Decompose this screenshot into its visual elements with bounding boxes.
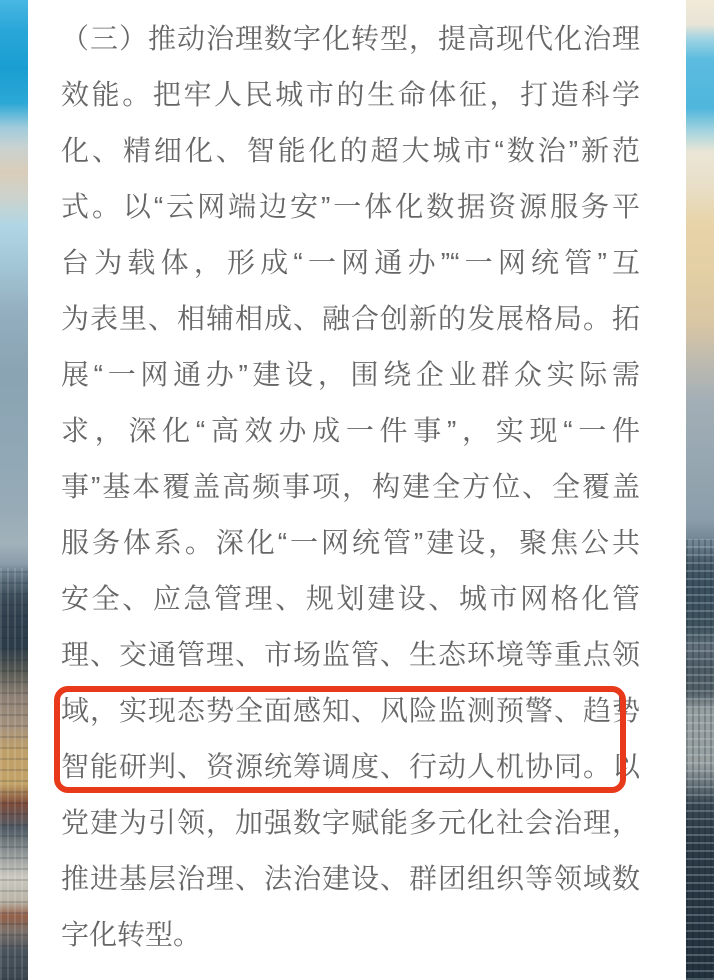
text-line: 展“一网通办”建设，围绕企业群众实际需 [61, 359, 640, 390]
text-line-highlighted: 域，实现态势全面感知、风险监测预警、趋势 [61, 695, 640, 726]
text-line: 推进基层治理、法治建设、群团组织等领域数 [61, 863, 640, 894]
text-line: 党建为引领，加强数字赋能多元化社会治理， [61, 807, 640, 838]
background-photo-left [0, 0, 28, 980]
text-line: 字化转型。 [61, 919, 202, 950]
text-line: 理、交通管理、市场监管、生态环境等重点领 [61, 639, 640, 670]
article-panel [28, 0, 686, 980]
text-line: 求，深化“高效办成一件事”，实现“一件 [61, 415, 640, 446]
text-line: 台为载体，形成“一网通办”“一网统管”互 [61, 247, 640, 278]
text-line: 安全、应急管理、规划建设、城市网格化管 [61, 583, 640, 614]
text-line: 事”基本覆盖高频事项，构建全方位、全覆盖 [61, 471, 640, 502]
text-line: 为表里、相辅相成、融合创新的发展格局。拓 [61, 303, 640, 334]
text-line: 化、精细化、智能化的超大城市“数治”新范 [61, 135, 640, 166]
text-line: （三）推动治理数字化转型，提高现代化治理 [61, 23, 640, 54]
text-line: 式。以“云网端边安”一体化数据资源服务平 [61, 191, 640, 222]
background-photo-right [686, 0, 714, 980]
text-line: 效能。把牢人民城市的生命体征，打造科学 [61, 79, 640, 110]
text-line-highlighted: 智能研判、资源统筹调度、行动人机协同。以 [61, 751, 640, 782]
text-line: 服务体系。深化“一网统管”建设，聚焦公共 [61, 527, 640, 558]
